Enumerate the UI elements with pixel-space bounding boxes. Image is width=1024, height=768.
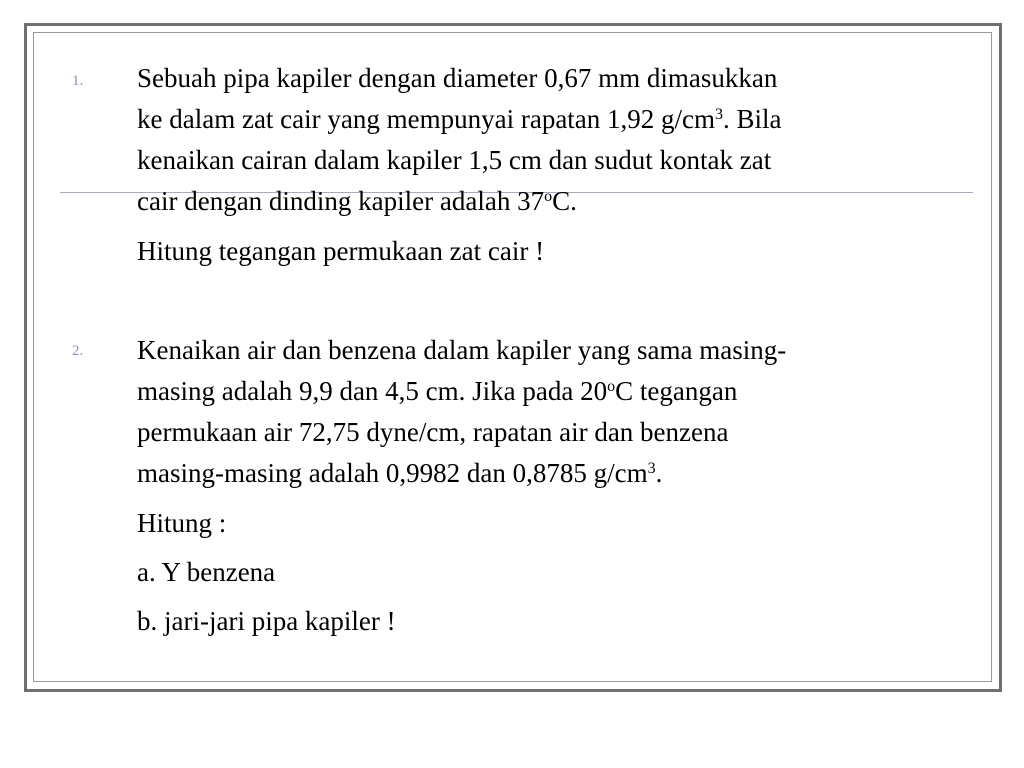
- list-number: 1.: [72, 73, 84, 89]
- question-2-text: Kenaikan air dan benzena dalam kapiler yang sama masing- masing adalah 9,9 dan 4,5 cm. Jika pada 20$^o$C tegangan permukaan air 72,75 dyne/cm, rapatan air dan benzena masing-masing adalah 0,9982 dan 0,8785 $g/cm^3$.: [137, 335, 787, 488]
- question-2-task: Hitung :: [137, 508, 227, 538]
- question-1-text: Sebuah pipa kapiler dengan diameter 0,67 mm dimasukkan ke dalam zat cair yang mempunyai rapatan 1,92 $g/cm^3$. Bila kenaikan cairan dalam kapiler 1,5 cm dan sudut kontak zat cair dengan dinding kapiler adalah 37$^o$C.: [137, 63, 782, 216]
- question-2-sub-b: b. jari-jari pipa kapiler !: [137, 606, 396, 636]
- list-number: 2.: [72, 343, 84, 359]
- question-2-sub-a: a. Y benzena: [137, 557, 276, 587]
- question-1-task: Hitung tegangan permukaan zat cair !: [137, 236, 545, 266]
